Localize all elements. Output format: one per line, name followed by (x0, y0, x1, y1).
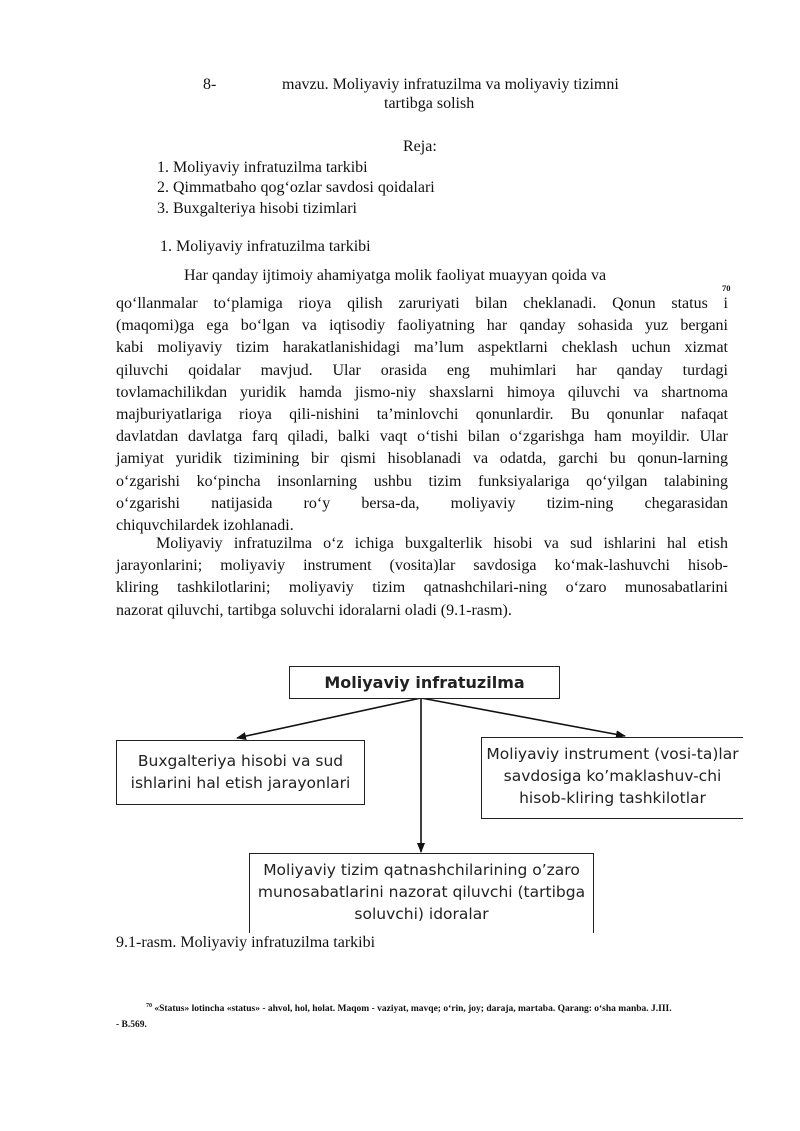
footnote-text-line2: - B.569. (116, 1020, 147, 1030)
paragraph-line: kliring tashkilotlarini; moliyaviy tizim qatnashchilari-ning o‘zaro munosabatlarini (116, 579, 728, 597)
paragraph-line: kabi moliyaviy tizim harakatlanishidagi ma’lum aspektlarni cheklash uchun xizmat (116, 339, 728, 357)
topic-title-line2: tartibga solish (384, 95, 475, 112)
paragraph-line: o‘zgarishi natijasida ro‘y bersa-da, moliyaviy tizim-ning chegarasidan (116, 494, 728, 512)
footnote-text-line1: «Status» lotincha «status» - ahvol, hol, holat. Maqom - vaziyat, mavqe; o‘rin, joy; daraja, martaba. Qarang: o‘sha manba. J.III. (154, 1004, 672, 1015)
diagram-left-line: ishlarini hal etish jarayonlari (130, 774, 351, 792)
paragraph-line: qiluvchi qoidalar mavjud. Ular orasida eng muhimlari har qanday turdagi (116, 361, 728, 379)
paragraph-line: Moliyaviy infratuzilma o‘z ichiga buxgalterlik hisobi va sud ishlarini hal etish (156, 535, 728, 552)
plan-item: 3. Buxgalteriya hisobi tizimlari (157, 200, 357, 217)
plan-item: 1. Moliyaviy infratuzilma tarkibi (157, 159, 368, 176)
diagram-left-line: Buxgalteriya hisobi va sud (137, 752, 344, 770)
paragraph1-first-line: Har qanday ijtimoiy ahamiyatga molik faoliyat muayyan qoida va (184, 267, 607, 284)
diagram-right-line: savdosiga ko’maklashuv-chi (503, 767, 722, 785)
plan-title: Reja: (403, 138, 437, 155)
footnote (146, 998, 766, 1018)
diagram-bottom-line: soluvchi) idoralar (354, 905, 489, 923)
paragraph-line: chiquvchilardek izohlanadi. (116, 517, 294, 535)
diagram-right-box (481, 737, 743, 819)
paragraph-line: davlatdan davlatga farq qiladi, balki vaqt o‘tishi bilan o‘zgarishga ham moyildir. Ular (116, 428, 728, 446)
paragraph-line: (maqomi)ga ega bo‘lgan va iqtisodiy faoliyatning har qanday sohasida yuz bergani (116, 317, 728, 335)
arrow-to-left-box (237, 698, 421, 738)
diagram-right-line: hisob-kliring tashkilotlar (519, 789, 706, 807)
paragraph-line: jarayonlarini; moliyaviy instrument (vosita)lar savdosiga ko‘mak-lashuvchi hisob- (116, 557, 728, 575)
diagram-root-label: Moliyaviy infratuzilma (324, 673, 525, 692)
paragraph-line: qo‘llanmalar to‘plamiga rioya qilish zaruriyati bilan cheklanadi. Qonun status i (116, 295, 728, 312)
footnote-continuation (116, 1017, 147, 1034)
topic-title-line1: mavzu. Moliyaviy infratuzilma va moliyaviy tizimni (282, 76, 619, 93)
arrow-to-right-box (421, 698, 625, 736)
diagram-bottom-line: munosabatlarini nazorat qiluvchi (tartibga (257, 883, 586, 901)
footnote-mark: 70 (146, 1003, 152, 1009)
paragraph-line: nazorat qiluvchi, tartibga soluvchi idoralarni oladi (9.1-rasm). (116, 601, 512, 619)
section-title: 1. Moliyaviy infratuzilma tarkibi (160, 238, 371, 255)
diagram-right-line: Moliyaviy instrument (vosi-ta)lar (486, 745, 739, 763)
paragraph-line: tovlamachilikdan yuridik hamda jismo-niy shaxslarni himoya qiluvchi va shartnoma (116, 383, 728, 401)
figure-caption: 9.1-rasm. Moliyaviy infratuzilma tarkibi (116, 934, 376, 951)
paragraph-line: jamiyat yuridik tizimining bir qismi hisoblanadi va odatda, garchi bu qonun-larning (116, 450, 728, 468)
diagram-bottom-line: Moliyaviy tizim qatnashchilarining o’zaro (263, 861, 580, 879)
diagram-left-box (116, 740, 365, 805)
paragraph-line: majburiyatlariga rioya qili-nishini ta’minlovchi qonunlardir. Bu qonunlar nafaqat (116, 406, 728, 424)
plan-item: 2. Qimmatbaho qog‘ozlar savdosi qoidalari (157, 179, 435, 196)
diagram-bottom-box (249, 853, 594, 933)
status-suffix: i (723, 295, 728, 312)
footnote-reference: 70 (722, 283, 731, 293)
topic-number: 8- (203, 76, 217, 93)
diagram-root-box (289, 666, 560, 699)
paragraph-line: o‘zgarishi ko‘pincha insonlarning ushbu tizim funksiyalariga qo‘yilgan talabining (116, 472, 728, 490)
